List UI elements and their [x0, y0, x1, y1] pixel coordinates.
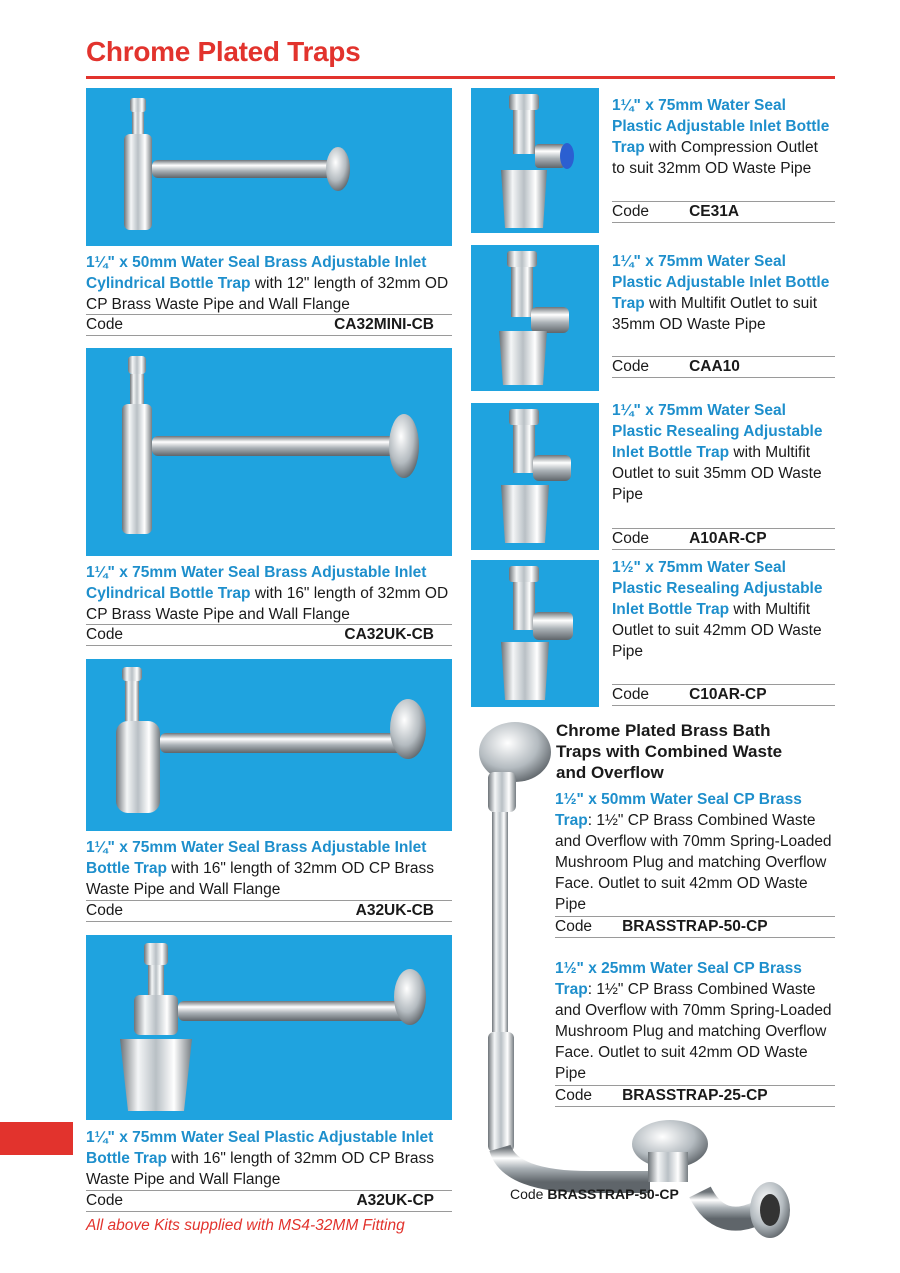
product-code: A32UK-CP [356, 1192, 434, 1209]
product-text: : 1½" CP Brass Combined Waste and Overflow with 70mm Spring-Loaded Mushroom Plug and matching Overflow Face. Outlet to suit 42mm OD Waste Pipe [555, 981, 832, 1082]
product-photo-a32uk-cp [86, 935, 452, 1120]
product-desc-3 [86, 837, 452, 900]
code-label: Code [612, 358, 650, 375]
product-text: with 16" length of 32mm OD CP Brass Waste Pipe and Wall Flange [86, 860, 435, 898]
product-heading: 1¼" x 75mm Water Seal Plastic Adjustable Inlet Bottle Trap [86, 1129, 434, 1167]
product-desc-8 [612, 557, 835, 662]
product-text: : 1½" CP Brass Combined Waste and Overflow with 70mm Spring-Loaded Mushroom Plug and matching Overflow Face. Outlet to suit 42mm OD Waste Pipe [555, 812, 832, 913]
code-row [612, 528, 835, 550]
product-desc-2 [86, 562, 452, 625]
product-heading: 1¼" x 75mm Water Seal Brass Adjustable Inlet Cylindrical Bottle Trap [86, 564, 427, 602]
product-photo-a10ar-cp [471, 403, 599, 550]
bottle-trap-image [471, 403, 599, 550]
product-text: with 16" length of 32mm OD CP Brass Waste Pipe and Wall Flange [86, 585, 449, 623]
product-text: with 12" length of 32mm OD CP Brass Waste Pipe and Wall Flange [86, 275, 449, 313]
code-label: Code [612, 686, 650, 703]
bottle-trap-image [471, 245, 599, 391]
bottle-trap-image [86, 935, 452, 1120]
code-label: Code [86, 1192, 124, 1209]
code-label: Code [612, 530, 650, 547]
product-code: BRASSTRAP-25-CP [622, 1087, 768, 1104]
product-desc-1 [86, 252, 452, 315]
product-code: A10AR-CP [689, 530, 767, 547]
code-row [86, 624, 452, 646]
product-heading: 1½" x 25mm Water Seal CP Brass Trap [555, 960, 802, 998]
product-text: with Multifit Outlet to suit 35mm OD Waste Pipe [612, 444, 822, 503]
code-row [86, 314, 452, 336]
title-divider [86, 76, 835, 79]
bath-desc-1 [555, 789, 835, 915]
code-row [86, 1190, 452, 1212]
product-heading: 1¼" x 75mm Water Seal Plastic Adjustable Inlet Bottle Trap [612, 253, 830, 312]
product-heading: 1½" x 75mm Water Seal Plastic Resealing Adjustable Inlet Bottle Trap [612, 559, 823, 618]
bath-image-caption [510, 1186, 679, 1202]
bath-traps-heading: Chrome Plated Brass Bath Traps with Combined Waste and Overflow [556, 721, 783, 782]
bottle-trap-image [86, 659, 452, 831]
product-photo-ce31a [471, 88, 599, 233]
code-row [612, 201, 835, 223]
product-photo-caa10 [471, 245, 599, 391]
bottle-trap-image [86, 348, 452, 556]
code-row [612, 684, 835, 706]
product-text: with Multifit Outlet to suit 35mm OD Waste Pipe [612, 295, 818, 333]
bottle-trap-image [86, 88, 452, 246]
product-code: A32UK-CB [355, 902, 434, 919]
code-label: Code [510, 1186, 544, 1202]
code-label: Code [86, 316, 124, 333]
page-title: Chrome Plated Traps [86, 36, 361, 67]
page-tab-marker [0, 1122, 73, 1155]
product-text: with 16" length of 32mm OD CP Brass Waste Pipe and Wall Flange [86, 1150, 435, 1188]
product-code: C10AR-CP [689, 686, 767, 703]
product-text: with Multifit Outlet to suit 42mm OD Waste Pipe [612, 601, 822, 660]
product-desc-7 [612, 400, 835, 505]
product-heading: 1¼" x 50mm Water Seal Brass Adjustable Inlet Cylindrical Bottle Trap [86, 254, 427, 292]
product-desc-4 [86, 1127, 452, 1190]
code-label: Code [555, 1087, 593, 1104]
bath-desc-2 [555, 958, 835, 1084]
product-code: CA32UK-CB [344, 626, 434, 643]
code-row [555, 1085, 835, 1107]
product-text: with Compression Outlet to suit 32mm OD Waste Pipe [612, 139, 818, 177]
product-code: BRASSTRAP-50-CP [547, 1186, 679, 1202]
product-photo-a32uk-cb [86, 659, 452, 831]
product-heading: 1¼" x 75mm Water Seal Brass Adjustable Inlet Bottle Trap [86, 839, 427, 877]
product-code: CAA10 [689, 358, 740, 375]
bottle-trap-image [471, 560, 599, 707]
code-label: Code [555, 918, 593, 935]
code-row [86, 900, 452, 922]
code-label: Code [86, 626, 124, 643]
product-photo-ca32uk-cb [86, 348, 452, 556]
product-heading: 1¼" x 75mm Water Seal Plastic Resealing Adjustable Inlet Bottle Trap [612, 402, 823, 461]
code-row [555, 916, 835, 938]
product-code: BRASSTRAP-50-CP [622, 918, 768, 935]
product-code: CA32MINI-CB [334, 316, 434, 333]
product-code: CE31A [689, 203, 740, 220]
product-heading: 1¼" x 75mm Water Seal Plastic Adjustable Inlet Bottle Trap [612, 97, 830, 156]
code-row [612, 356, 835, 378]
product-photo-ca32mini-cb [86, 88, 452, 246]
product-heading: 1½" x 50mm Water Seal CP Brass Trap [555, 791, 802, 829]
bottle-trap-image [471, 88, 599, 233]
code-label: Code [612, 203, 650, 220]
product-desc-5 [612, 95, 835, 179]
footer-note: All above Kits supplied with MS4-32MM Fitting [86, 1217, 405, 1234]
product-desc-6 [612, 251, 835, 335]
code-label: Code [86, 902, 124, 919]
product-photo-c10ar-cp [471, 560, 599, 707]
